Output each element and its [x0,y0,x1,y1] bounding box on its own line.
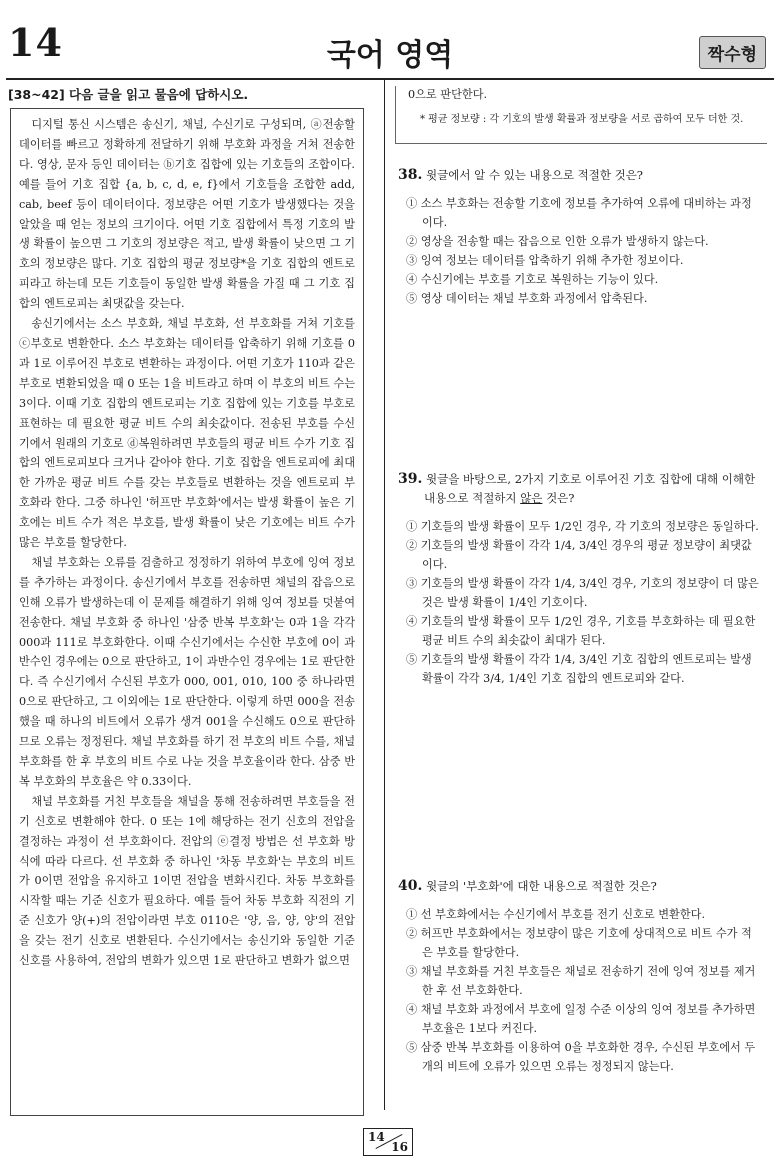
passage-paragraph: 채널 부호화를 거친 부호들을 채널을 통해 전송하려면 부호들을 전기 신호로 변환해야 한다. 0 또는 1에 해당하는 전기 신호의 전압을 결정하는 과정이 선 부호화이다. 전압의 ⓔ결정 방법은 선 부호화 방식에 따라 다르다. 선 부호화 중 하나인 '차동 부호화'는 부호의 비트가 0이면 전압을 유지하고 1이면 전압을 변화시킨다. 차동 부호화를 시작할 때는 기준 신호가 필요하다. 예를 들어 차동 부호화 직전의 기준 신호가 양(+)의 전압이라면 부호 0110은 '양, 음, 양, 양'의 전압을 갖는 전기 신호로 변환된다. 수신기에서는 송신기와 동일한 기준 신호를 사용하여, 전압의 변화가 있으면 1로 판단하고 변화가 없으면 [19,794,355,968]
answer-choice[interactable]: ④ 채널 부호화 과정에서 부호에 일정 수준 이상의 잉여 정보를 추가하면 부호율은 1보다 커진다. [406,1003,756,1035]
question-number: 38. [398,167,423,183]
question-stem [398,166,760,185]
header-divider [6,78,774,80]
answer-choice[interactable]: ③ 잉여 정보는 데이터를 압축하기 위해 추가한 정보이다. [406,254,684,267]
question-text-underlined: 않은 [520,491,543,505]
question-number: 39. [398,471,423,487]
answer-choice[interactable]: ② 영상을 전송할 때는 잡음으로 인한 오류가 발생하지 않는다. [406,235,709,248]
passage-paragraph: 채널 부호화는 오류를 검출하고 정정하기 위하여 부호에 잉여 정보를 추가하는 과정이다. 송신기에서 부호를 전송하면 채널의 잡음으로 인해 오류가 발생하는데 이 문제를 해결하기 위해 잉여 정보를 덧붙여 전송한다. 채널 부호화 중 하나인 '삼중 반복 부호화'는 0과 1을 각각 000과 111로 부호화한다. 이때 수신기에서는 수신한 부호에 0이 과반수인 경우에는 0으로 판단하고, 1이 과반수인 경우에는 1로 판단한다. 즉 수신기에서 수신된 부호가 000, 001, 010, 100 중 하나라면 0으로 판단하고, 그 이외에는 1로 판단한다. 이렇게 하면 000을 전송했을 때 하나의 비트에서 오류가 생겨 001을 수신해도 0으로 판단하므로 오류는 정정된다. 채널 부호화를 하기 전 부호의 비트 수를, 채널 부호화를 한 후 부호의 비트 수로 나눈 것을 부호율이라 한다. 삼중 반복 부호화의 부호율은 약 0.33이다. [19,555,355,788]
answer-choice[interactable]: ② 기호들의 발생 확률이 각각 1/4, 3/4인 경우의 평균 정보량이 최댓값이다. [406,539,752,571]
question-40 [398,877,760,1076]
question-stem [398,877,760,896]
answer-choice[interactable]: ③ 채널 부호화를 거친 부호들은 채널로 전송하기 전에 잉여 정보를 제거한 후 선 부호화한다. [406,965,756,997]
passage-paragraph: 디지털 통신 시스템은 송신기, 채널, 수신기로 구성되며, ⓐ전송할 데이터를 빠르고 정확하게 전달하기 위해 부호화 과정을 거쳐 전송한다. 영상, 문자 등인 데이터는 ⓑ기호 집합에 있는 기호들의 조합이다. 예를 들어 기호 집합 {a, b, c, d, e, f}에서 기호들을 조합한 add, cab, beef 등이 데이터이다. 정보량은 어떤 기호가 발생했다는 것을 알았을 때 얻는 정보의 크기이다. 어떤 기호 집합에서 특정 기호의 발생 확률이 높으면 그 기호의 정보량은 적고, 발생 확률이 낮으면 그 기호의 정보량은 많다. 기호 집합의 평균 정보량*을 기호 집합의 엔트로피라고 하는데 모든 기호들이 동일한 발생 확률을 가질 때 그 기호 집합의 엔트로피는 최댓값을 갖는다. [19,118,355,311]
question-text: 윗글을 바탕으로, 2가지 기호로 이루어진 기호 집합에 대해 이해한 내용으로 적절하지 [424,472,756,505]
total-pages: 16 [391,1140,408,1154]
answer-choices [398,194,760,308]
question-38 [398,166,760,308]
page-number: 14 [8,20,63,65]
answer-choice[interactable]: ① 선 부호화에서는 수신기에서 부호를 전기 신호로 변환한다. [406,908,706,921]
answer-choice[interactable]: ④ 기호들의 발생 확률이 모두 1/2인 경우, 기호를 부호화하는 데 필요한 평균 비트 수의 최솟값이 최대가 된다. [406,615,756,647]
answer-choice[interactable]: ⑤ 삼중 반복 부호화를 이용하여 0을 부호화한 경우, 수신된 부호에서 두 개의 비트에 오류가 있으면 오류는 정정되지 않는다. [406,1041,756,1073]
current-page: 14 [368,1130,385,1144]
passage-continuation [395,86,767,144]
question-text: 윗글의 '부호화'에 대한 내용으로 적절한 것은? [426,879,657,893]
passage-paragraph: 송신기에서는 소스 부호화, 채널 부호화, 선 부호화를 거쳐 기호를 ⓒ부호로 변환한다. 소스 부호화는 데이터를 압축하기 위해 기호를 0과 1로 이루어진 부호로 변환하는 과정이다. 어떤 기호가 110과 같은 부호로 변환되었을 때 0 또는 1을 비트라고 하며 이 부호의 비트 수는 3이다. 이때 기호 집합의 엔트로피는 기호 집합에 있는 기호를 부호로 표현하는 데 필요한 평균 비트 수의 최솟값이다. 전송된 부호를 수신기에서 원래의 기호로 ⓓ복원하려면 부호들의 평균 비트 수가 기호 집합의 엔트로피보다 크거나 같아야 한다. 기호 집합을 엔트로피에 최대한 가까운 평균 비트 수를 갖는 부호들로 변환하는 것을 엔트로피 부호화라 한다. 그중 하나인 '허프만 부호화'에서는 발생 확률이 높은 기호에는 비트 수가 적은 부호를, 발생 확률이 낮은 기호에는 비트 수가 많은 부호를 할당한다. [19,317,355,550]
question-stem [398,470,760,508]
answer-choice[interactable]: ② 허프만 부호화에서는 정보량이 많은 기호에 상대적으로 비트 수가 적은 부호를 할당한다. [406,927,752,959]
answer-choice[interactable]: ⑤ 기호들의 발생 확률이 각각 1/4, 3/4인 기호 집합의 엔트로피는 발생 확률이 각각 3/4, 1/4인 기호 집합의 엔트로피와 같다. [406,653,752,685]
continuation-text: 0으로 판단한다. [408,88,488,101]
reading-passage [10,108,364,1116]
column-divider [384,80,385,1110]
question-number: 40. [398,878,423,894]
answer-choice[interactable]: ① 소스 부호화는 전송할 기호에 정보를 추가하여 오류에 대비하는 과정이다. [406,197,752,229]
question-39 [398,470,760,688]
form-type-badge: 짝수형 [699,36,766,69]
footnote: * 평균 정보량 : 각 기호의 발생 확률과 정보량을 서로 곱하여 모두 더한 것. [420,114,744,125]
answer-choices [398,905,760,1076]
answer-choice[interactable]: ③ 기호들의 발생 확률이 각각 1/4, 3/4인 경우, 기호의 정보량이 더 많은 것은 발생 확률이 1/4인 기호이다. [406,577,759,609]
page-title: 국어 영역 [326,38,454,73]
answer-choice[interactable]: ⑤ 영상 데이터는 채널 부호화 과정에서 압축된다. [406,292,648,305]
question-text-end: 것은? [546,491,575,505]
answer-choice[interactable]: ④ 수신기에는 부호를 기호로 복원하는 기능이 있다. [406,273,659,286]
answer-choice[interactable]: ① 기호들의 발생 확률이 모두 1/2인 경우, 각 기호의 정보량은 동일하다. [406,520,759,533]
answer-choices [398,517,760,688]
page-indicator [363,1128,413,1156]
section-instruction: [38~42] 다음 글을 읽고 물음에 답하시오. [8,87,249,102]
question-text: 윗글에서 알 수 있는 내용으로 적절한 것은? [426,168,643,182]
